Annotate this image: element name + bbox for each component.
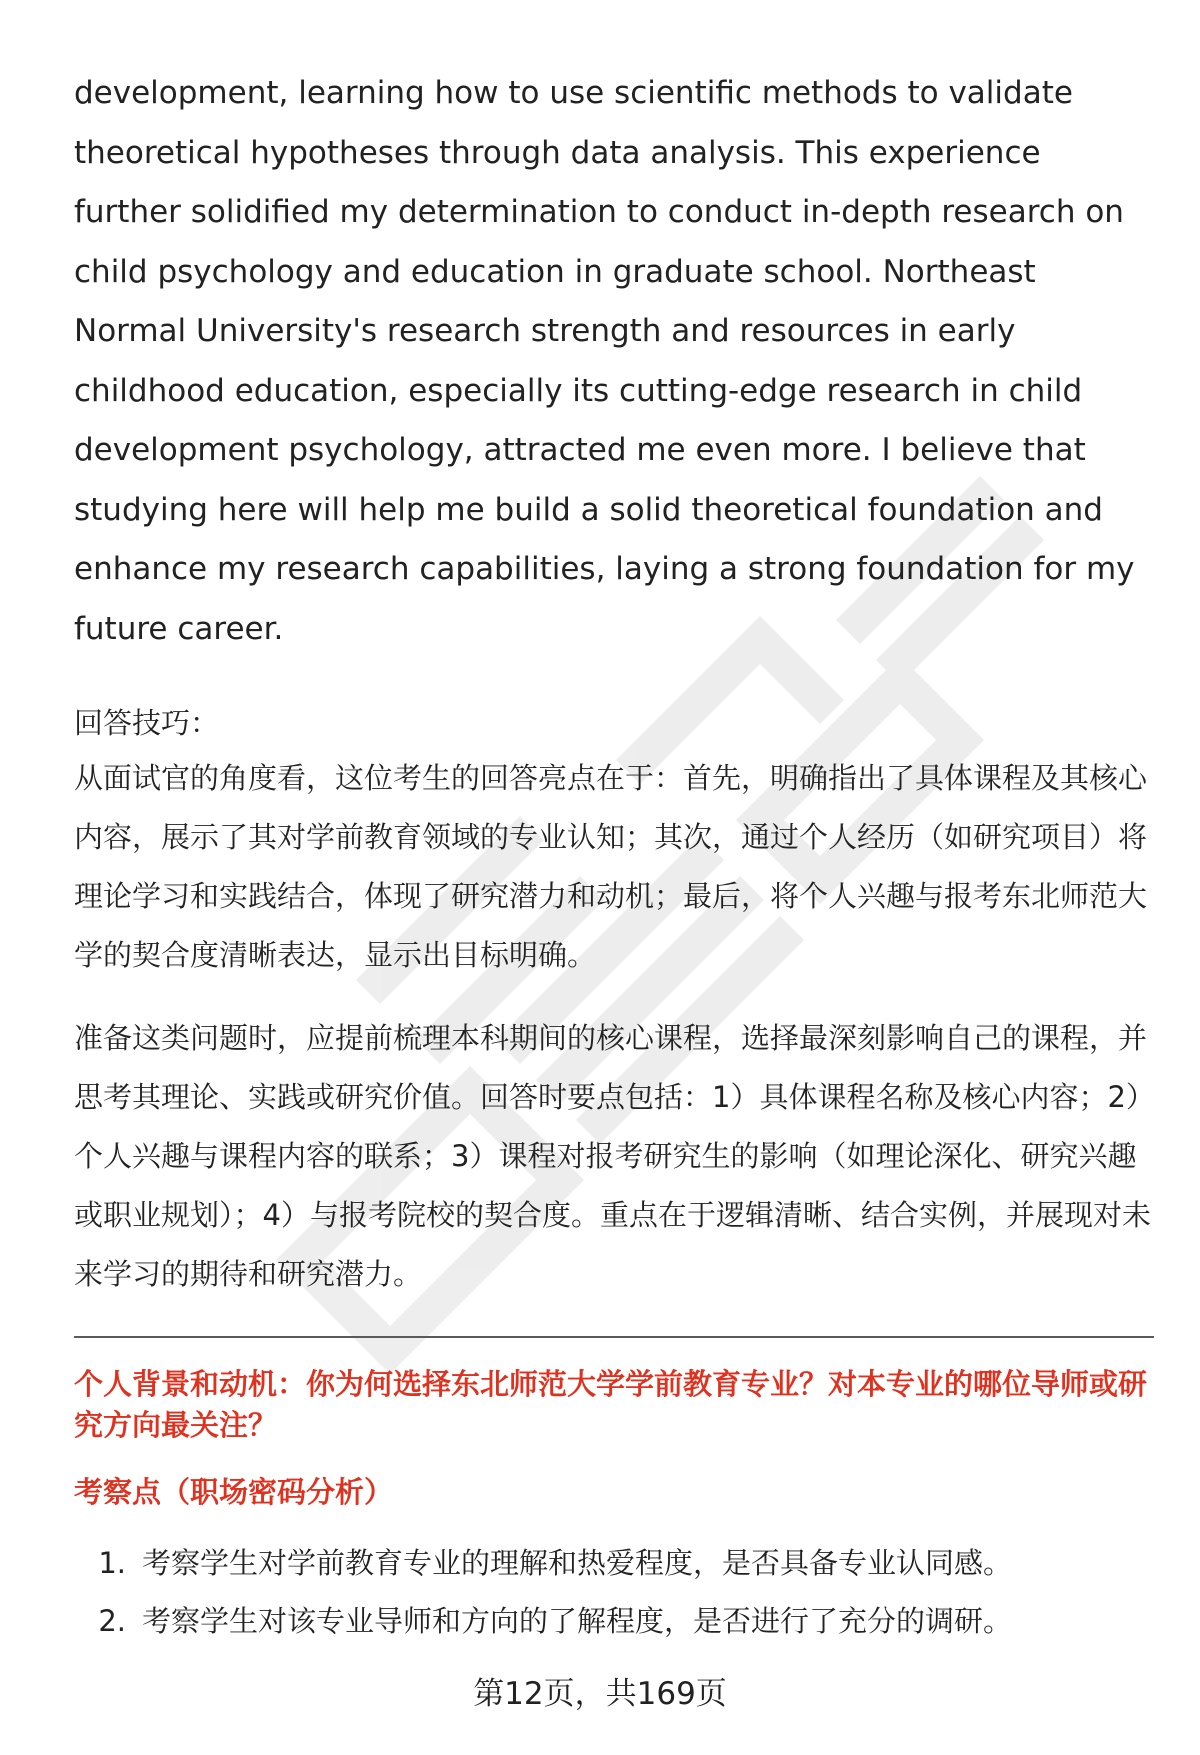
- assessment-points-heading: 考察点（职场密码分析）: [74, 1475, 394, 1509]
- list-item-number: 2.: [98, 1604, 126, 1638]
- section-divider: [74, 1336, 1154, 1338]
- question-heading: 个人背景和动机：你为何选择东北师范大学学前教育专业？对本专业的哪位导师或研究方向最关注？: [74, 1367, 1148, 1442]
- list-item: [74, 1534, 1154, 1592]
- english-paragraph: development, learning how to use scientific methods to validate theoretical hypotheses through data analysis. This experience further solidified my determination to conduct in-depth research on child psychology and education in graduate school. Northeast Normal University's research strength and resources in early childhood education, especially its cutting-edge research in child development psychology, attracted me even more. I believe that studying here will help me build a solid theoretical foundation and enhance my research capabilities, laying a strong foundation for my future career.: [74, 75, 1135, 647]
- list-item: [74, 1592, 1154, 1650]
- list-item-number: 1.: [98, 1546, 126, 1580]
- page-number-footer: 第12页，共169页: [473, 1676, 727, 1712]
- answer-tips-label: 回答技巧：: [74, 706, 220, 740]
- answer-tips-paragraph-1: 从面试官的角度看，这位考生的回答亮点在于：首先，明确指出了具体课程及其核心内容，展示了其对学前教育领域的专业认知；其次，通过个人经历（如研究项目）将理论学习和实践结合，体现了研究潜力和动机；最后，将个人兴趣与报考东北师范大学的契合度清晰表达，显示出目标明确。: [74, 761, 1148, 972]
- list-item-text: 考察学生对学前教育专业的理解和热爱程度，是否具备专业认同感。: [142, 1546, 1013, 1580]
- page-content: [74, 64, 1154, 1650]
- assessment-points-list: [74, 1534, 1154, 1650]
- list-item-text: 考察学生对该专业导师和方向的了解程度，是否进行了充分的调研。: [142, 1604, 1013, 1638]
- answer-tips-paragraph-2: 准备这类问题时，应提前梳理本科期间的核心课程，选择最深刻影响自己的课程，并思考其理论、实践或研究价值。回答时要点包括：1）具体课程名称及核心内容；2）个人兴趣与课程内容的联系；3）课程对报考研究生的影响（如理论深化、研究兴趣或职业规划）；4）与报考院校的契合度。重点在于逻辑清晰、结合实例，并展现对未来学习的期待和研究潜力。: [74, 1021, 1151, 1291]
